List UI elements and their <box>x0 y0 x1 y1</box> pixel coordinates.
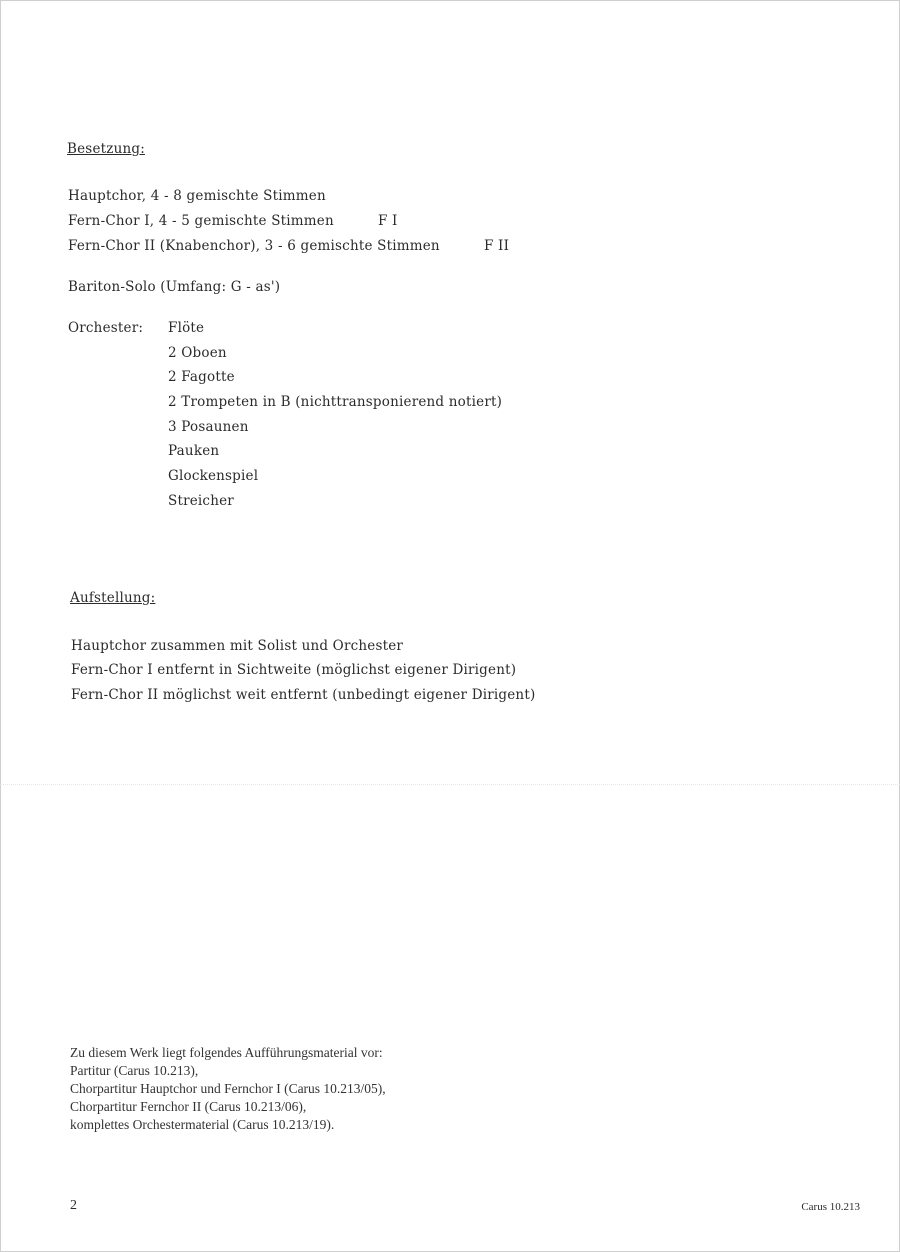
mark-f-2: F II <box>484 238 510 254</box>
material-line: komplettes Orchestermaterial (Carus 10.213/19). <box>70 1117 335 1132</box>
aufstellung-line: Fern-Chor I entfernt in Sichtweite (möglichst eigener Dirigent) <box>71 662 517 678</box>
bariton-solo-line: Bariton-Solo (Umfang: G - as') <box>68 279 281 295</box>
instrument-item: Flöte <box>168 320 205 336</box>
catalog-number: Carus 10.213 <box>801 1201 860 1213</box>
page-number: 2 <box>70 1198 77 1213</box>
material-line: Chorpartitur Hauptchor und Fernchor I (Carus 10.213/05), <box>70 1081 386 1096</box>
scan-divider <box>0 784 900 785</box>
besetzung-line-fernchor-2: Fern-Chor II (Knabenchor), 3 - 6 gemischte Stimmen <box>68 238 440 254</box>
instrument-item: Streicher <box>168 493 234 509</box>
orchester-label: Orchester: <box>68 320 144 336</box>
instrument-item: 3 Posaunen <box>168 419 249 435</box>
mark-f-1: F I <box>378 213 398 229</box>
besetzung-line-fernchor-1: Fern-Chor I, 4 - 5 gemischte Stimmen <box>68 213 334 229</box>
besetzung-line-hauptchor: Hauptchor, 4 - 8 gemischte Stimmen <box>68 188 326 204</box>
instrument-item: Pauken <box>168 443 220 459</box>
instrument-item: 2 Oboen <box>168 345 227 361</box>
instrument-item: 2 Trompeten in B (nichttransponierend notiert) <box>168 394 503 410</box>
material-line: Chorpartitur Fernchor II (Carus 10.213/06), <box>70 1099 307 1114</box>
material-line: Zu diesem Werk liegt folgendes Aufführungsmaterial vor: <box>70 1045 383 1060</box>
instrument-item: 2 Fagotte <box>168 369 235 385</box>
performance-material-note <box>70 1044 386 1134</box>
aufstellung-line: Hauptchor zusammen mit Solist und Orchester <box>71 638 404 654</box>
material-line: Partitur (Carus 10.213), <box>70 1063 199 1078</box>
besetzung-heading: Besetzung: <box>67 141 145 157</box>
aufstellung-heading: Aufstellung: <box>70 590 156 606</box>
instrument-item: Glockenspiel <box>168 468 259 484</box>
aufstellung-line: Fern-Chor II möglichst weit entfernt (unbedingt eigener Dirigent) <box>71 687 536 703</box>
